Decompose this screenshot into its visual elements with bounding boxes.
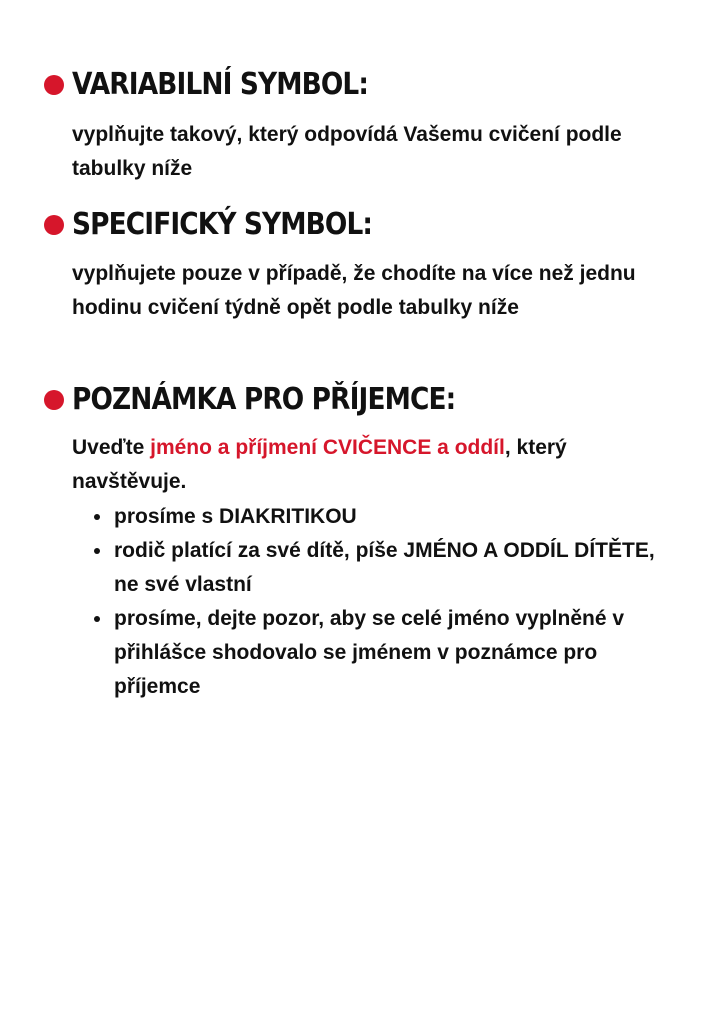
heading-text: SPECIFICKÝ SYMBOL:: [72, 207, 373, 242]
list-item-text: rodič platící za své dítě, píše JMÉNO A ODDÍL DÍTĚTE, ne své vlastní: [114, 539, 655, 596]
specificky-symbol-heading: [44, 207, 413, 242]
intro-start: Uveďte: [72, 436, 151, 459]
heading-text: VARIABILNÍ SYMBOL:: [72, 67, 369, 102]
list-item: [92, 602, 672, 704]
list-item: [92, 534, 672, 602]
list-item: [92, 500, 672, 534]
bullet-icon: [94, 548, 100, 554]
intro-end: , který navštěvuje.: [72, 436, 567, 493]
specificky-symbol-text: vyplňujete pouze v případě, že chodíte na více než jednu hodinu cvičení týdně opět podle tabulky níže: [72, 262, 636, 319]
heading-text: POZNÁMKA PRO PŘÍJEMCE:: [72, 382, 456, 417]
bullet-icon: [94, 514, 100, 520]
poznamka-list: [92, 500, 672, 704]
red-bullet-icon: [44, 75, 64, 95]
variabilni-symbol-text: vyplňujte takový, který odpovídá Vašemu cvičení podle tabulky níže: [72, 123, 622, 180]
red-bullet-icon: [44, 215, 64, 235]
intro-highlight: jméno a příjmení CVIČENCE a oddíl: [150, 436, 505, 459]
list-item-text: prosíme, dejte pozor, aby se celé jméno vyplněné v přihlášce shodovalo se jménem v poznámce pro příjemce: [114, 607, 625, 698]
bullet-icon: [94, 616, 100, 622]
variabilni-symbol-heading: [44, 67, 408, 102]
poznamka-intro: [72, 431, 632, 499]
poznamka-heading: [44, 382, 508, 417]
list-item-text: prosíme s DIAKRITIKOU: [114, 505, 357, 528]
red-bullet-icon: [44, 390, 64, 410]
